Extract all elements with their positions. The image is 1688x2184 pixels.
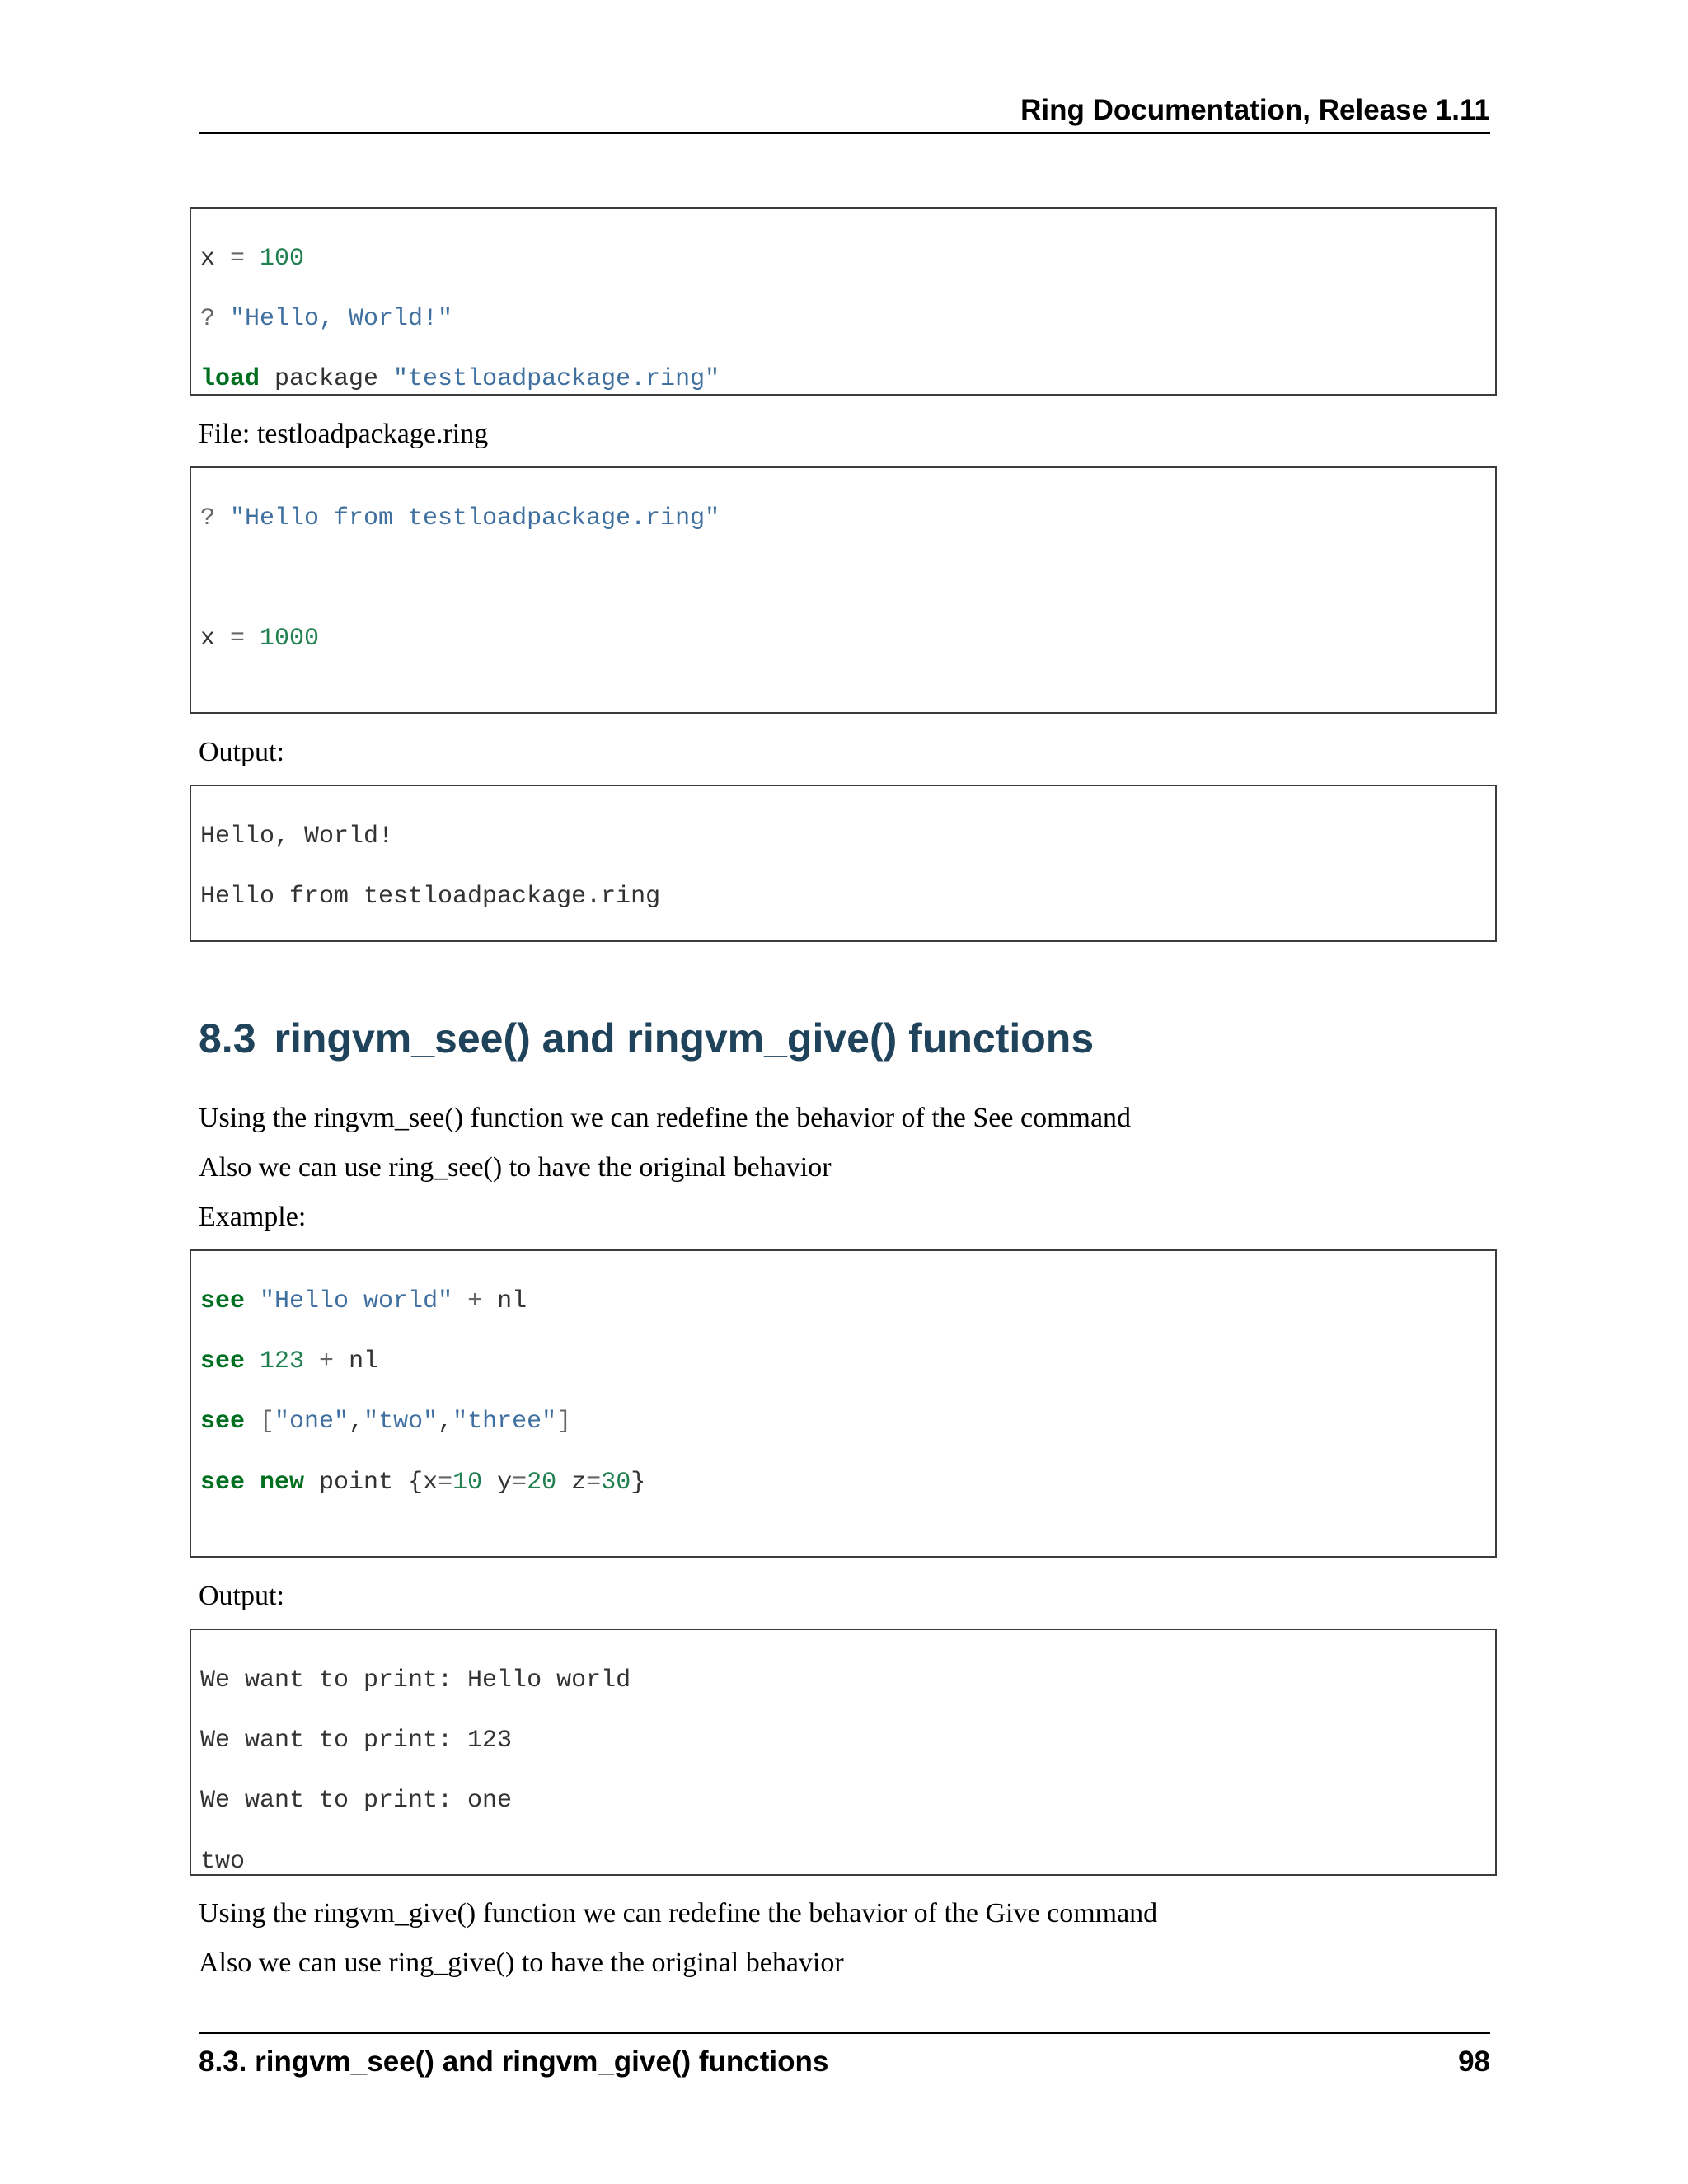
code-token: = — [586, 1468, 602, 1497]
code-line-blank — [200, 685, 1495, 714]
output-block-2 — [190, 1629, 1497, 1876]
code-token: } — [631, 1468, 646, 1497]
code-token: 30 — [601, 1468, 631, 1497]
page-header — [199, 92, 1490, 134]
code-token: 20 — [527, 1468, 557, 1497]
code-token: = — [215, 625, 260, 654]
section-heading — [199, 1014, 1094, 1063]
code-token: "Hello from testloadpackage.ring" — [230, 504, 720, 532]
code-line — [200, 624, 1495, 654]
see-intro-paragraph: Using the ringvm_see() function we can redefine the behavior of the See command — [199, 1103, 1132, 1133]
code-token: "two" — [363, 1408, 438, 1436]
see-original-paragraph: Also we can use ring_see() to have the original behavior — [199, 1152, 832, 1183]
code-line — [200, 364, 1495, 395]
code-token: "three" — [452, 1408, 557, 1436]
output-block-1 — [190, 785, 1497, 942]
code-block-example — [190, 1249, 1497, 1558]
code-token: y — [482, 1468, 513, 1497]
code-token: see — [200, 1468, 246, 1497]
code-token: [ — [260, 1408, 275, 1436]
code-token: package — [260, 365, 394, 394]
code-line — [200, 244, 1495, 274]
output-label: Output: — [199, 737, 284, 767]
code-line — [200, 504, 1495, 534]
file-label: File: testloadpackage.ring — [199, 419, 489, 449]
code-token: see — [200, 1286, 246, 1315]
code-token: , — [438, 1408, 453, 1436]
code-token: ] — [556, 1408, 572, 1436]
code-token — [245, 1347, 260, 1376]
code-line — [200, 1407, 1495, 1437]
output-line: Hello from testloadpackage.ring — [200, 883, 661, 912]
code-token: "Hello world" — [260, 1286, 453, 1315]
code-token: "Hello, World!" — [230, 305, 453, 334]
output-line: two — [200, 1847, 246, 1876]
code-token: load — [200, 365, 260, 394]
code-line — [200, 1347, 1495, 1377]
page-number: 98 — [1458, 2046, 1490, 2078]
output-line: Hello, World! — [200, 822, 394, 851]
code-line — [200, 1468, 1495, 1498]
code-token: "one" — [274, 1408, 349, 1436]
code-token: , — [349, 1408, 364, 1436]
code-block-package-file — [190, 466, 1497, 714]
output-label: Output: — [199, 1581, 284, 1611]
code-token: see — [200, 1408, 246, 1436]
output-line: We want to print: one — [200, 1787, 513, 1816]
code-token: + — [304, 1347, 349, 1376]
code-block-main-program — [190, 207, 1497, 396]
output-line: We want to print: 123 — [200, 1727, 513, 1755]
footer-section: 8.3. ringvm_see() and ringvm_give() functions — [199, 2046, 829, 2078]
give-intro-paragraph: Using the ringvm_give() function we can redefine the behavior of the Give command — [199, 1898, 1158, 1929]
code-token: see — [200, 1347, 246, 1376]
code-token — [245, 1287, 260, 1315]
code-token: x — [200, 625, 216, 654]
output-line: We want to print: Hello world — [200, 1666, 631, 1694]
code-token: new — [260, 1468, 305, 1497]
code-token: ? — [200, 504, 231, 532]
code-token: "testloadpackage.ring" — [393, 365, 720, 394]
document-title: Ring Documentation, Release 1.11 — [1020, 94, 1490, 126]
code-token: = — [215, 244, 260, 273]
section-title: ringvm_see() and ringvm_give() functions — [274, 1015, 1095, 1062]
code-token — [245, 1408, 260, 1436]
page-footer — [199, 2032, 1490, 2080]
example-label: Example: — [199, 1202, 307, 1232]
section-number: 8.3 — [199, 1015, 256, 1062]
code-token: x — [200, 244, 216, 273]
code-line-blank — [200, 564, 1495, 594]
code-token: point {x — [304, 1468, 438, 1497]
code-token: nl — [497, 1286, 528, 1315]
code-line-blank — [200, 1528, 1495, 1558]
code-token: 100 — [260, 244, 305, 273]
code-line — [200, 304, 1495, 335]
give-original-paragraph: Also we can use ring_give() to have the original behavior — [199, 1947, 844, 1978]
code-line — [200, 1286, 1495, 1317]
code-token — [245, 1469, 260, 1497]
code-token: = — [512, 1468, 528, 1497]
code-token: z — [556, 1468, 587, 1497]
code-token: = — [438, 1468, 453, 1497]
code-token: + — [452, 1286, 498, 1315]
code-token: 123 — [260, 1347, 305, 1376]
code-token: 1000 — [260, 625, 320, 654]
code-token: nl — [349, 1347, 379, 1376]
code-token: ? — [200, 305, 231, 334]
code-token: 10 — [452, 1468, 483, 1497]
